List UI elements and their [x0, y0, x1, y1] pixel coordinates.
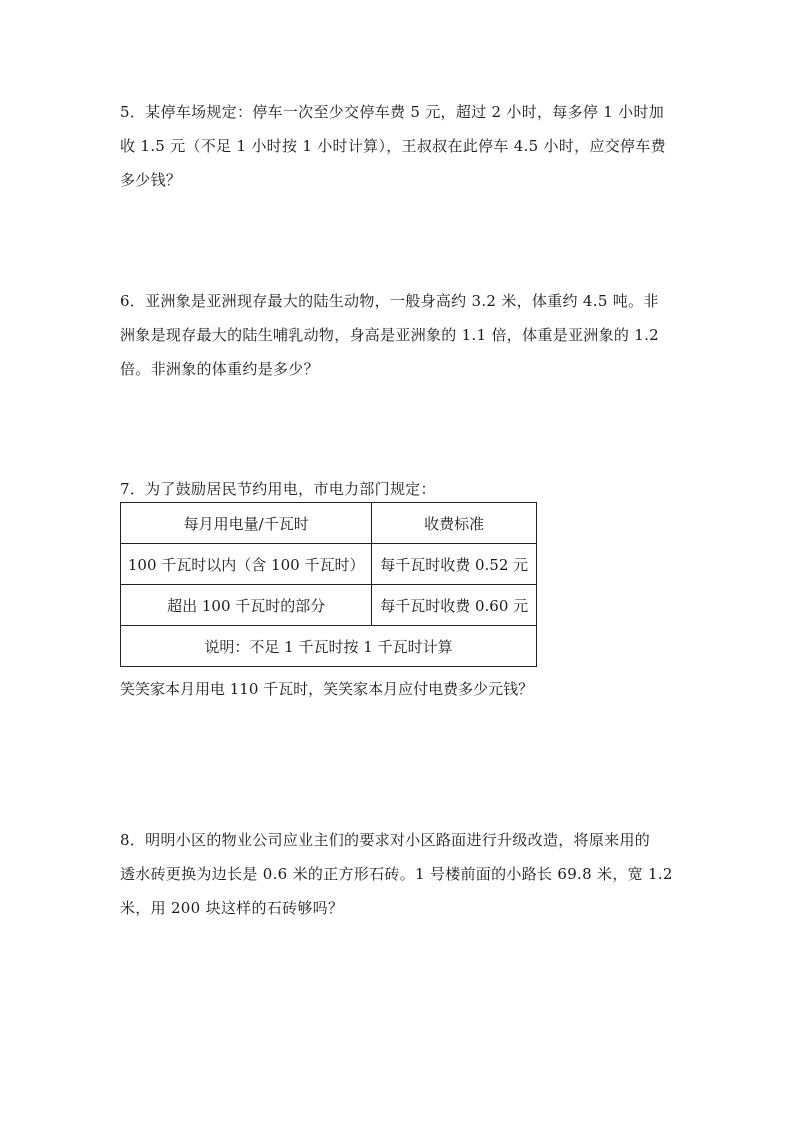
table-header-usage: 每月用电量/千瓦时 [121, 503, 372, 544]
question-6-line-3: 倍。非洲象的体重约是多少？ [120, 360, 319, 378]
table-note-row [121, 626, 537, 667]
question-8-line-2: 透水砖更换为边长是 0.6 米的正方形石砖。1 号楼前面的小路长 69.8 米，宽 1.2 [120, 865, 673, 883]
table-note: 说明：不足 1 千瓦时按 1 千瓦时计算 [121, 626, 537, 667]
table-cell-rate: 每千瓦时收费 0.52 元 [372, 544, 537, 585]
question-6-line-1: 6．亚洲象是亚洲现存最大的陆生动物，一般身高约 3.2 米，体重约 4.5 吨。非 [120, 292, 659, 310]
question-5-line-1: 5．某停车场规定：停车一次至少交停车费 5 元，超过 2 小时，每多停 1 小时加 [120, 103, 665, 121]
table-cell-usage: 100 千瓦时以内（含 100 千瓦时） [121, 544, 372, 585]
question-8-line-3: 米，用 200 块这样的石砖够吗？ [120, 899, 344, 917]
question-5-line-3: 多少钱？ [120, 171, 182, 189]
question-6-line-2: 洲象是现存最大的陆生哺乳动物，身高是亚洲象的 1.1 倍，体重是亚洲象的 1.2 [120, 326, 660, 344]
question-8-line-1: 8．明明小区的物业公司应业主们的要求对小区路面进行升级改造，将原来用的 [120, 831, 651, 849]
table-row [121, 544, 537, 585]
question-7-question: 笑笑家本月用电 110 千瓦时，笑笑家本月应付电费多少元钱？ [120, 680, 534, 698]
question-7-intro-text: 7．为了鼓励居民节约用电，市电力部门规定： [120, 480, 436, 498]
table-cell-rate: 每千瓦时收费 0.60 元 [372, 585, 537, 626]
question-5-line-2: 收 1.5 元（不足 1 小时按 1 小时计算），王叔叔在此停车 4.5 小时，应交停车费 [120, 137, 666, 155]
question-6 [120, 284, 676, 386]
question-5 [120, 95, 676, 197]
question-7-intro [120, 472, 676, 506]
question-8 [120, 823, 676, 925]
electricity-fee-table [120, 502, 537, 667]
table-row [121, 585, 537, 626]
table-header-row [121, 503, 537, 544]
table-cell-usage: 超出 100 千瓦时的部分 [121, 585, 372, 626]
table-header-rate: 收费标准 [372, 503, 537, 544]
